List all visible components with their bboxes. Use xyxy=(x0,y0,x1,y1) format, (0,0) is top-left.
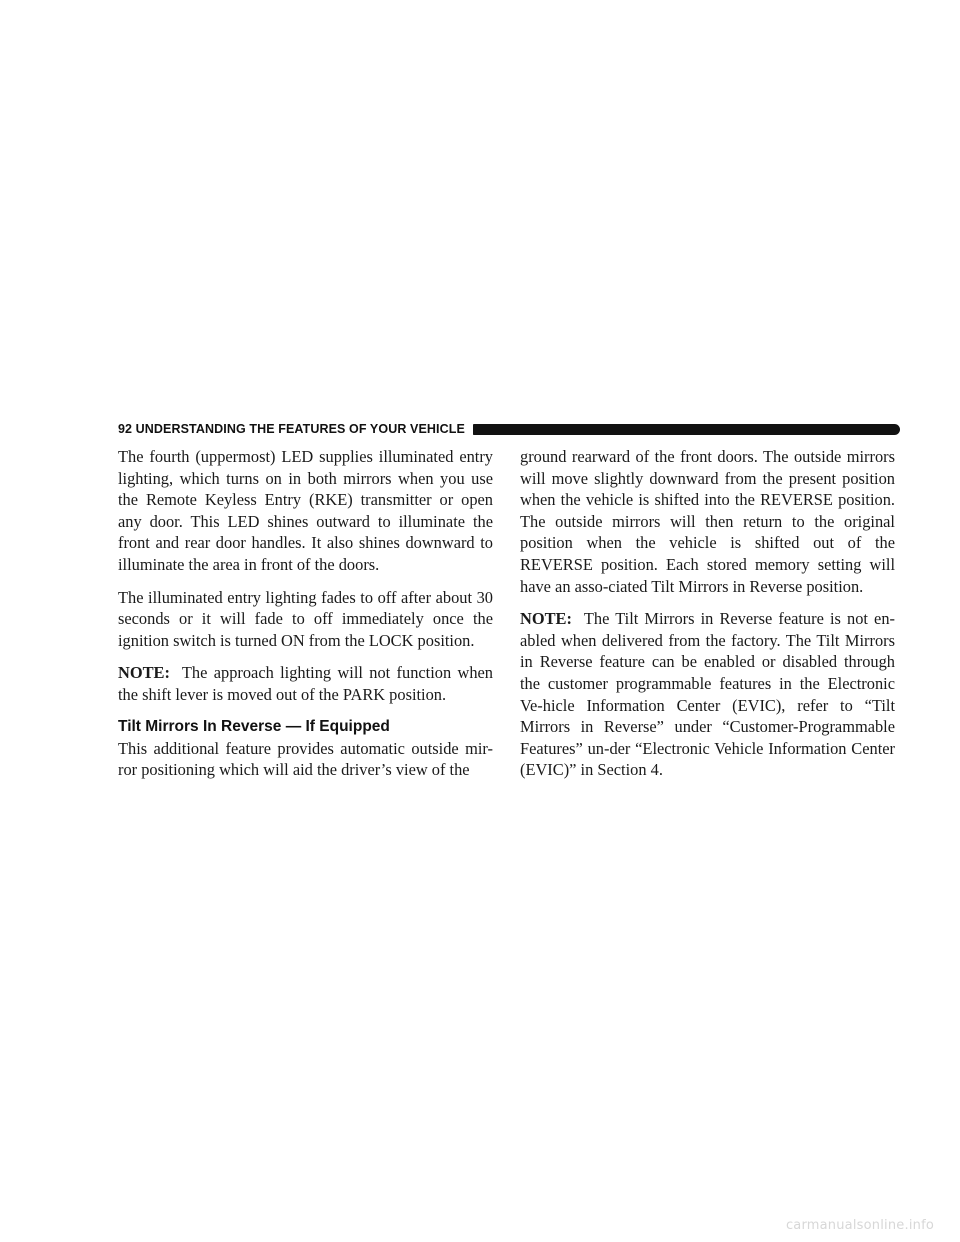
page-header-label: 92 UNDERSTANDING THE FEATURES OF YOUR VEHICLE xyxy=(118,422,465,436)
paragraph-tilt-mirrors-intro: This additional feature provides automatic outside mir-ror positioning which will aid the driver’s view of the xyxy=(118,738,493,780)
paragraph-entry-lighting-fade: The illuminated entry lighting fades to off after about 30 seconds or it will fade to off immediately once the ignition switch is turned ON from the LOCK position. xyxy=(118,587,493,650)
page-header xyxy=(118,420,900,438)
note-label: NOTE: xyxy=(520,609,572,629)
watermark: carmanualsonline.info xyxy=(785,1218,934,1233)
paragraph-tilt-mirrors-continued: ground rearward of the front doors. The outside mirrors will move slightly downward from the present position when the vehicle is shifted into the REVERSE position. The outside mirrors will then return to the original position when the vehicle is shifted out of the REVERSE position. Each stored memory setting will have an asso-ciated Tilt Mirrors in Reverse position. xyxy=(520,447,895,596)
note-label: NOTE: xyxy=(118,663,170,683)
right-column xyxy=(520,446,895,792)
note-text: The Tilt Mirrors in Reverse feature is not en-abled when delivered from the factory. The Tilt Mirrors in Reverse feature can be enabled or disabled through the customer programmable features in the Electronic Ve-hicle Information Center (EVIC), refer to “Tilt Mirrors in Reverse” under “Customer-Programmable Features” un-der “Electronic Vehicle Information Center (EVIC)” in Section 4. xyxy=(520,609,895,780)
header-rule xyxy=(473,424,900,435)
left-column xyxy=(118,446,493,792)
note-tilt-mirrors xyxy=(520,608,895,781)
paragraph-led-entry-lighting: The fourth (uppermost) LED supplies illuminated entry lighting, which turns on in both mirrors when you use the Remote Keyless Entry (RKE) transmitter or open any door. This LED shines outward to illuminate the front and rear door handles. It also shines downward to illuminate the area in front of the doors. xyxy=(118,447,493,574)
note-approach-lighting xyxy=(118,662,493,705)
note-text: The approach lighting will not function when the shift lever is moved out of the PARK position. xyxy=(118,663,493,704)
section-heading: Tilt Mirrors In Reverse — If Equipped xyxy=(118,717,390,735)
